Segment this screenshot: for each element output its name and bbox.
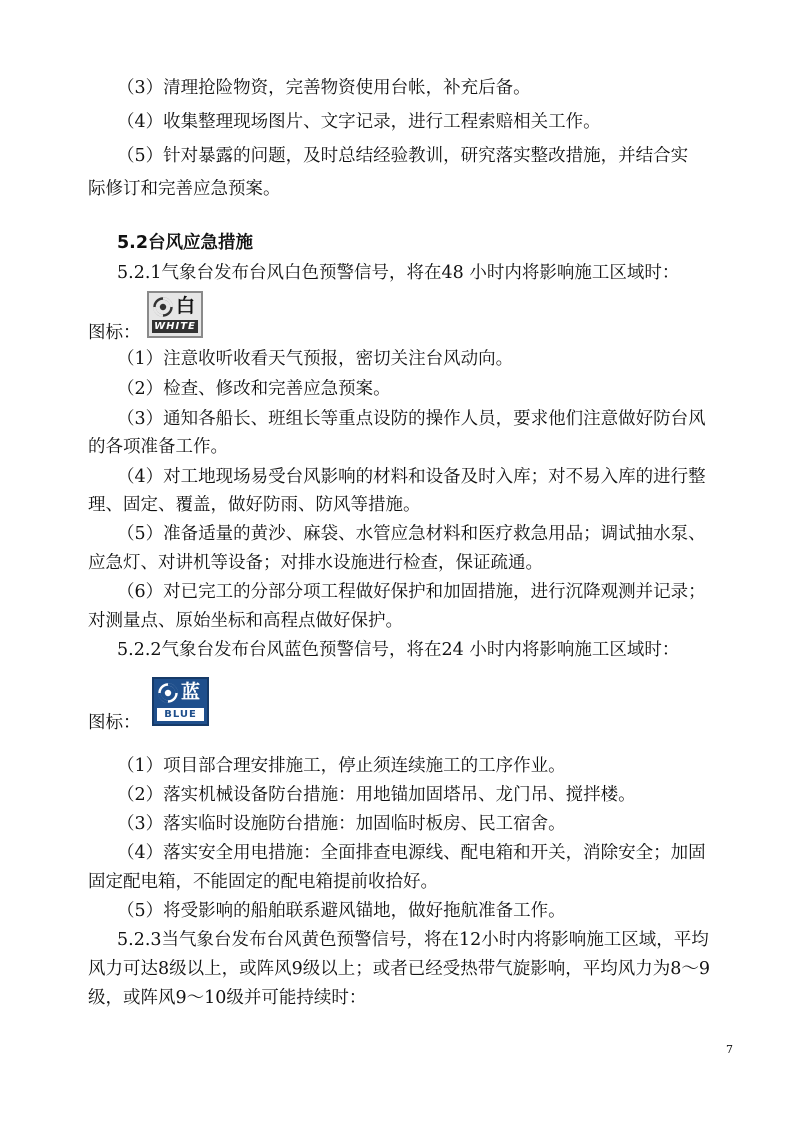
- list-item: 固定配电箱，不能固定的配电箱提前收拾好。: [88, 872, 438, 892]
- typhoon-icon: [153, 297, 173, 317]
- list-item: （4）落实安全用电措施：全面排查电源线、配电箱和开关，消除安全；加固: [117, 843, 706, 863]
- list-item: 对测量点、原始坐标和高程点做好保护。: [88, 611, 403, 631]
- blue-warning-sign: [152, 677, 209, 726]
- yellow-warning-intro: 5.2.3当气象台发布台风黄色预警信号，将在12小时内将影响施工区域，平均: [117, 930, 709, 950]
- paragraph-line: 际修订和完善应急预案。: [88, 179, 281, 199]
- list-item: （1）注意收听收看天气预报，密切关注台风动向。: [117, 349, 514, 369]
- sign-band: BLUE: [157, 708, 204, 721]
- blue-warning-intro: 5.2.2气象台发布台风蓝色预警信号，将在24 小时内将影响施工区域时：: [117, 640, 680, 660]
- list-item: （2）落实机械设备防台措施：用地锚加固塔吊、龙门吊、搅拌楼。: [117, 785, 636, 805]
- typhoon-icon: [158, 683, 178, 703]
- yellow-warning-intro: 风力可达8级以上，或阵风9级以上；或者已经受热带气旋影响，平均风力为8～9: [88, 959, 711, 979]
- list-item: （3）通知各船长、班组长等重点设防的操作人员，要求他们注意做好防台风: [117, 409, 706, 429]
- list-item: （3）落实临时设施防台措施：加固临时板房、民工宿舍。: [117, 814, 566, 834]
- list-item: （5）将受影响的船舶联系避风锚地，做好拖航准备工作。: [117, 901, 566, 921]
- paragraph-line: （3）清理抢险物资，完善物资使用台帐，补充后备。: [117, 78, 531, 98]
- icon-label: 图标：: [88, 713, 141, 733]
- page-number: 7: [726, 1043, 733, 1056]
- yellow-warning-intro: 级，或阵风9～10级并可能持续时：: [88, 988, 367, 1008]
- list-item: （1）项目部合理安排施工，停止须连续施工的工序作业。: [117, 756, 566, 776]
- list-item: （5）准备适量的黄沙、麻袋、水管应急材料和医疗救急用品；调试抽水泵、: [117, 524, 706, 544]
- list-item: （2）检查、修改和完善应急预案。: [117, 379, 391, 399]
- list-item: 理、固定、覆盖，做好防雨、防风等措施。: [88, 495, 421, 515]
- list-item: 应急灯、对讲机等设备；对排水设施进行检查，保证疏通。: [88, 553, 543, 573]
- list-item: （6）对已完工的分部分项工程做好保护和加固措施，进行沉降观测并记录；: [117, 582, 706, 602]
- list-item: （4）对工地现场易受台风影响的材料和设备及时入库；对不易入库的进行整: [117, 467, 706, 487]
- sign-band: WHITE: [152, 320, 198, 333]
- paragraph-line: （4）收集整理现场图片、文字记录，进行工程索赔相关工作。: [117, 112, 601, 132]
- section-heading: 5.2台风应急措施: [117, 233, 254, 253]
- sign-character: 白: [176, 295, 196, 317]
- list-item: 的各项准备工作。: [88, 437, 228, 457]
- white-warning-intro: 5.2.1气象台发布台风白色预警信号，将在48 小时内将影响施工区域时：: [117, 263, 680, 283]
- white-warning-sign: [147, 291, 203, 338]
- sign-character: 蓝: [181, 681, 201, 703]
- icon-label: 图标：: [88, 323, 141, 343]
- paragraph-line: （5）针对暴露的问题，及时总结经验教训，研究落实整改措施，并结合实: [117, 146, 689, 166]
